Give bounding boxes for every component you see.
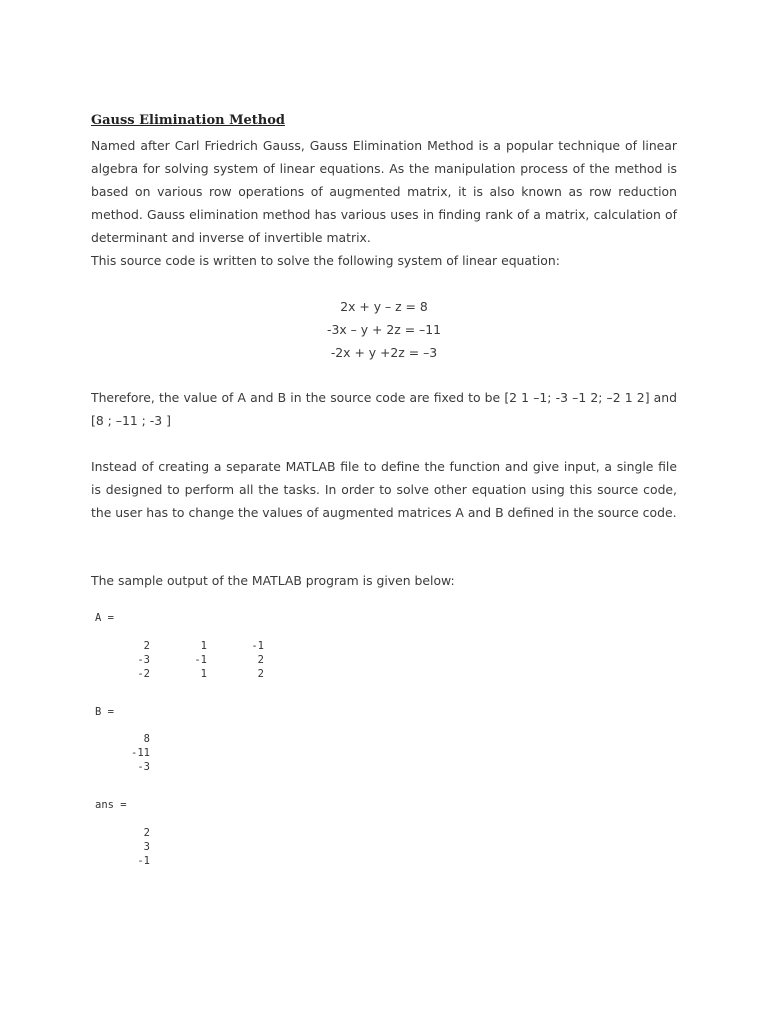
equation-3: -2x + y +2z = –3 <box>330 345 438 360</box>
intro-paragraph: Named after Carl Friedrich Gauss, Gauss Elimination Method is a popular technique of linear algebra for solving system of linear equations. As the manipulation process of the method is based on various row operations of augmented matrix, it is also known as row reduction method. Gauss elimination method has various uses in finding rank of a matrix, calculation of determinant and inverse of invertible matrix. <box>91 138 677 245</box>
ans-cell: 3 <box>143 841 150 853</box>
ans-label: ans = <box>95 799 127 811</box>
single-file-paragraph: Instead of creating a separate MATLAB file to define the function and give input, a single file is designed to perform all the tasks. In order to solve other equation using this source code, the user has to change the values of augmented matrices A and B defined in the source code. <box>91 459 677 520</box>
matrix-a-cell: -2 <box>137 668 150 680</box>
values-paragraph: Therefore, the value of A and B in the source code are fixed to be [2 1 –1; -3 –1 2; –2 1 2] and [8 ; –11 ; -3 ] <box>91 390 677 428</box>
matrix-a-cell: 1 <box>200 668 207 680</box>
matrix-a-cell: -3 <box>137 654 150 666</box>
equation-2: -3x – y + 2z = –11 <box>327 322 441 337</box>
matrix-a-label: A = <box>95 612 114 624</box>
matrix-b-cell: -3 <box>137 761 150 773</box>
matrix-a-cell: 2 <box>257 668 264 680</box>
source-code-paragraph: This source code is written to solve the following system of linear equation: <box>91 253 560 268</box>
equation-system <box>234 295 534 364</box>
matrix-b-cell: 8 <box>143 733 150 745</box>
equation-1: 2x + y – z = 8 <box>340 299 428 314</box>
matrix-a-cell: 2 <box>257 654 264 666</box>
matrix-b-cell: -11 <box>131 747 150 759</box>
ans-cell: 2 <box>143 827 150 839</box>
ans-cell: -1 <box>137 855 150 867</box>
matrix-a-cell: -1 <box>251 640 264 652</box>
sample-output-paragraph: The sample output of the MATLAB program is given below: <box>91 573 455 588</box>
document-title: Gauss Elimination Method <box>91 113 285 128</box>
matrix-a-cell: 1 <box>200 640 207 652</box>
matrix-a-cell: -1 <box>194 654 207 666</box>
matrix-b-label: B = <box>95 706 114 718</box>
matrix-a-cell: 2 <box>143 640 150 652</box>
